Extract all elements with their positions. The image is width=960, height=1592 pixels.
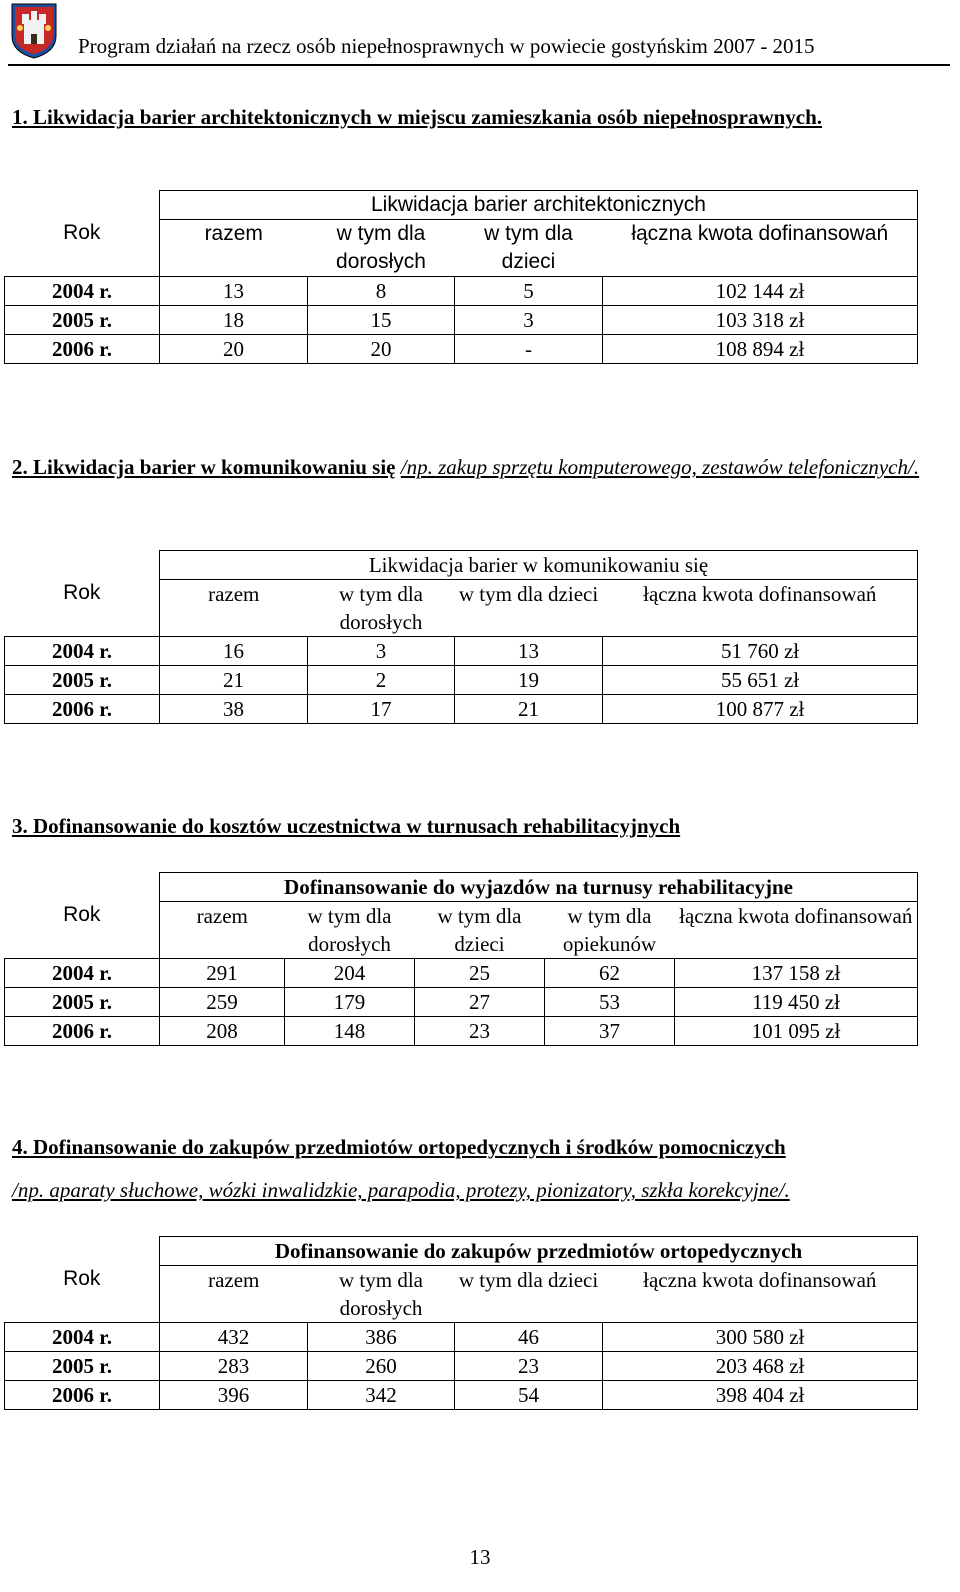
row-year: 2006 r.	[5, 1017, 160, 1046]
table-row	[5, 637, 918, 666]
table-cell: 300 580 zł	[603, 1323, 918, 1352]
col-header: razem	[160, 902, 285, 959]
section-2-title: 2. Likwidacja barier w komunikowaniu się	[12, 455, 396, 479]
row-year: 2004 r.	[5, 959, 160, 988]
row-year: 2005 r.	[5, 988, 160, 1017]
col-rok: Rok	[63, 221, 101, 245]
table-cell: 17	[308, 695, 455, 724]
county-crest-icon	[10, 2, 58, 60]
col-header: w tym dla dorosłych	[339, 582, 423, 634]
table-cell: 398 404 zł	[603, 1381, 918, 1410]
table-cell: 37	[545, 1017, 675, 1046]
row-year: 2004 r.	[5, 637, 160, 666]
table-orthopedic-items	[4, 1236, 918, 1410]
table-title: Likwidacja barier architektonicznych	[160, 191, 918, 220]
table-cell: 208	[160, 1017, 285, 1046]
table-cell: 137 158 zł	[675, 959, 918, 988]
col-header: łączna kwota dofinansowań	[603, 1266, 918, 1323]
col-header: w tym dla dorosłych	[339, 1268, 423, 1320]
col-rok: Rok	[63, 581, 101, 605]
table-cell: 386	[308, 1323, 455, 1352]
table-row	[5, 1381, 918, 1410]
table-cell: 21	[160, 666, 308, 695]
col-header: łączna kwota dofinansowań	[675, 902, 918, 959]
section-4-heading: 4. Dofinansowanie do zakupów przedmiotów ortopedycznych i środków pomocniczych	[12, 1135, 786, 1159]
table-row	[5, 988, 918, 1017]
table-cell: 13	[160, 277, 308, 306]
row-year: 2006 r.	[5, 1381, 160, 1410]
col-header: w tym dla dorosłych	[336, 222, 426, 273]
table-cell: 396	[160, 1381, 308, 1410]
table-cell: -	[455, 335, 603, 364]
row-year: 2004 r.	[5, 277, 160, 306]
page-header	[0, 0, 960, 64]
table-title: Dofinansowanie do wyjazdów na turnusy rehabilitacyjne	[160, 873, 918, 902]
section-4-note: /np. aparaty słuchowe, wózki inwalidzkie, parapodia, protezy, pionizatory, szkła korekcyjne/.	[12, 1178, 790, 1202]
section-1-heading: 1. Likwidacja barier architektonicznych w miejscu zamieszkania osób niepełnosprawnych.	[12, 105, 823, 129]
table-cell: 25	[415, 959, 545, 988]
table-cell: 103 318 zł	[603, 306, 918, 335]
table-cell: 55 651 zł	[603, 666, 918, 695]
col-header: łączna kwota dofinansowań	[603, 220, 918, 277]
row-year: 2006 r.	[5, 335, 160, 364]
table-rehab-stays	[4, 872, 918, 1046]
table-row	[5, 695, 918, 724]
table-cell: 432	[160, 1323, 308, 1352]
table-cell: 3	[308, 637, 455, 666]
table-cell: 54	[455, 1381, 603, 1410]
col-header: w tym dla dzieci	[458, 1268, 599, 1292]
table-row	[5, 1017, 918, 1046]
table-cell: 51 760 zł	[603, 637, 918, 666]
section-3-heading: 3. Dofinansowanie do kosztów uczestnictwa w turnusach rehabilitacyjnych	[12, 814, 681, 838]
table-cell: 3	[455, 306, 603, 335]
table-row	[5, 959, 918, 988]
table-cell: 27	[415, 988, 545, 1017]
table-cell: 102 144 zł	[603, 277, 918, 306]
table-cell: 62	[545, 959, 675, 988]
table-cell: 53	[545, 988, 675, 1017]
table-cell: 15	[308, 306, 455, 335]
col-header: razem	[160, 1266, 308, 1323]
table-row	[5, 1352, 918, 1381]
table-cell: 23	[415, 1017, 545, 1046]
table-cell: 13	[455, 637, 603, 666]
table-cell: 20	[160, 335, 308, 364]
table-cell: 283	[160, 1352, 308, 1381]
table-cell: 203 468 zł	[603, 1352, 918, 1381]
col-rok: Rok	[63, 903, 101, 927]
col-header: w tym dla dzieci	[458, 582, 599, 606]
section-2-heading	[12, 451, 948, 483]
table-cell: 38	[160, 695, 308, 724]
table-cell: 46	[455, 1323, 603, 1352]
row-year: 2005 r.	[5, 306, 160, 335]
table-cell: 108 894 zł	[603, 335, 918, 364]
table-cell: 19	[455, 666, 603, 695]
col-header: łączna kwota dofinansowań	[603, 580, 918, 637]
section-2-note: /np. zakup sprzętu komputerowego, zestawów telefonicznych/.	[400, 455, 920, 479]
table-cell: 148	[285, 1017, 415, 1046]
table-cell: 21	[455, 695, 603, 724]
table-row	[5, 1323, 918, 1352]
col-header: w tym dla dorosłych	[307, 904, 392, 956]
table-communication-barriers	[4, 550, 918, 724]
table-title: Likwidacja barier w komunikowaniu się	[160, 551, 918, 580]
col-header: w tym dla dzieci	[484, 222, 573, 273]
table-cell: 20	[308, 335, 455, 364]
table-row	[5, 666, 918, 695]
col-header: razem	[160, 220, 308, 277]
col-header: w tym dla dzieci	[437, 904, 522, 956]
table-title: Dofinansowanie do zakupów przedmiotów ortopedycznych	[160, 1237, 918, 1266]
table-cell: 259	[160, 988, 285, 1017]
row-year: 2004 r.	[5, 1323, 160, 1352]
table-row	[5, 306, 918, 335]
col-header: razem	[160, 580, 308, 637]
table-cell: 100 877 zł	[603, 695, 918, 724]
table-cell: 119 450 zł	[675, 988, 918, 1017]
table-cell: 101 095 zł	[675, 1017, 918, 1046]
table-cell: 18	[160, 306, 308, 335]
col-header: w tym dla opiekunów	[562, 904, 657, 956]
table-cell: 8	[308, 277, 455, 306]
header-divider	[8, 64, 950, 66]
table-cell: 16	[160, 637, 308, 666]
table-cell: 291	[160, 959, 285, 988]
header-title: Program działań na rzecz osób niepełnosprawnych w powiecie gostyńskim 2007 - 2015	[78, 34, 815, 58]
table-cell: 23	[455, 1352, 603, 1381]
table-cell: 2	[308, 666, 455, 695]
table-row	[5, 277, 918, 306]
table-row	[5, 335, 918, 364]
row-year: 2006 r.	[5, 695, 160, 724]
col-rok: Rok	[63, 1267, 101, 1291]
table-cell: 260	[308, 1352, 455, 1381]
row-year: 2005 r.	[5, 1352, 160, 1381]
row-year: 2005 r.	[5, 666, 160, 695]
page-number: 13	[469, 1545, 491, 1569]
table-cell: 342	[308, 1381, 455, 1410]
table-architectural-barriers	[4, 190, 918, 364]
table-cell: 179	[285, 988, 415, 1017]
table-cell: 5	[455, 277, 603, 306]
table-cell: 204	[285, 959, 415, 988]
